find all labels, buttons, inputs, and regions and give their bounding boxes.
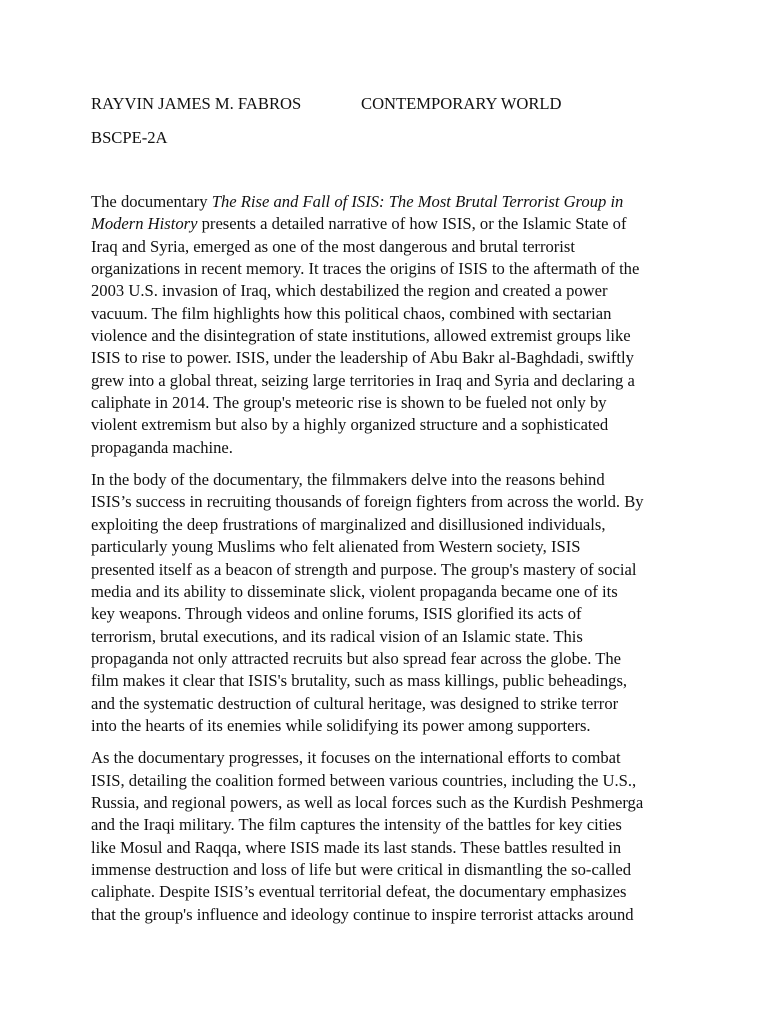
paragraph-line: terrorism, brutal executions, and its radical vision of an Islamic state. This [91,626,583,646]
paragraph-line: and the systematic destruction of cultural heritage, was designed to strike terror [91,693,619,713]
paragraph-line: and the Iraqi military. The film captures the intensity of the battles for key cities [91,815,622,835]
paragraph-line: immense destruction and loss of life but were critical in dismantling the so-called [91,859,632,879]
paragraph-2 [91,469,691,737]
paragraph-line: As the documentary progresses, it focuses on the international efforts to combat [91,748,621,768]
paragraph-line: propaganda machine. [91,437,233,457]
paragraph-line: Iraq and Syria, emerged as one of the most dangerous and brutal terrorist [91,236,575,256]
paragraph-line: ISIS’s success in recruiting thousands of foreign fighters from across the world. By [91,492,644,512]
paragraph-line: ISIS to rise to power. ISIS, under the leadership of Abu Bakr al-Baghdadi, swiftly [91,348,634,368]
paragraph-line: organizations in recent memory. It traces the origins of ISIS to the aftermath of the [91,259,640,279]
paragraph-line: caliphate. Despite ISIS’s eventual territorial defeat, the documentary emphasizes [91,882,627,902]
documentary-title: Modern History [91,214,198,234]
paragraph-line: vacuum. The film highlights how this political chaos, combined with sectarian [91,303,612,323]
paragraph-line: media and its ability to disseminate slick, violent propaganda became one of its [91,581,618,601]
paragraph-line: 2003 U.S. invasion of Iraq, which destabilized the region and created a power [91,281,608,301]
documentary-title: The Rise and Fall of ISIS: The Most Brutal Terrorist Group in [211,192,624,211]
text-run: The documentary [91,192,212,211]
text-run: presents a detailed narrative of how ISIS, or the Islamic State of [197,214,627,234]
paragraph-line: In the body of the documentary, the filmmakers delve into the reasons behind [91,470,605,490]
paragraph-line: propaganda not only attracted recruits but also spread fear across the globe. The [91,648,622,668]
paragraph-line: particularly young Muslims who felt alienated from Western society, ISIS [91,537,581,557]
section-code: BSCPE-2A [91,128,168,147]
course-title: CONTEMPORARY WORLD [361,94,562,113]
paragraph-line: exploiting the deep frustrations of marginalized and disillusioned individuals, [91,514,606,534]
paragraph-line: that the group's influence and ideology continue to inspire terrorist attacks around [91,904,634,924]
paragraph-line: into the hearts of its enemies while solidifying its power among supporters. [91,715,591,735]
paragraph-3 [91,747,691,926]
paragraph-line [91,191,691,213]
paragraph-line: presented itself as a beacon of strength and purpose. The group's mastery of social [91,559,637,579]
author-name: RAYVIN JAMES M. FABROS [91,94,302,113]
paragraph-line: caliphate in 2014. The group's meteoric rise is shown to be fueled not only by [91,393,607,413]
essay-body [91,191,691,936]
paragraph-line: violent extremism but also by a highly organized structure and a sophisticated [91,415,609,435]
paragraph-line: film makes it clear that ISIS's brutality, such as mass killings, public beheadings, [91,671,628,691]
paragraph-line: like Mosul and Raqqa, where ISIS made its last stands. These battles resulted in [91,837,622,857]
paragraph-line: key weapons. Through videos and online forums, ISIS glorified its acts of [91,604,582,624]
paragraph-line: ISIS, detailing the coalition formed between various countries, including the U.S., [91,770,637,790]
paragraph-line: violence and the disintegration of state institutions, allowed extremist groups like [91,326,631,346]
paragraph-line: grew into a global threat, seizing large territories in Iraq and Syria and declaring a [91,370,635,390]
paragraph-line: Russia, and regional powers, as well as local forces such as the Kurdish Peshmerga [91,792,644,812]
paragraph-line [91,213,691,235]
paragraph-1 [91,191,691,459]
